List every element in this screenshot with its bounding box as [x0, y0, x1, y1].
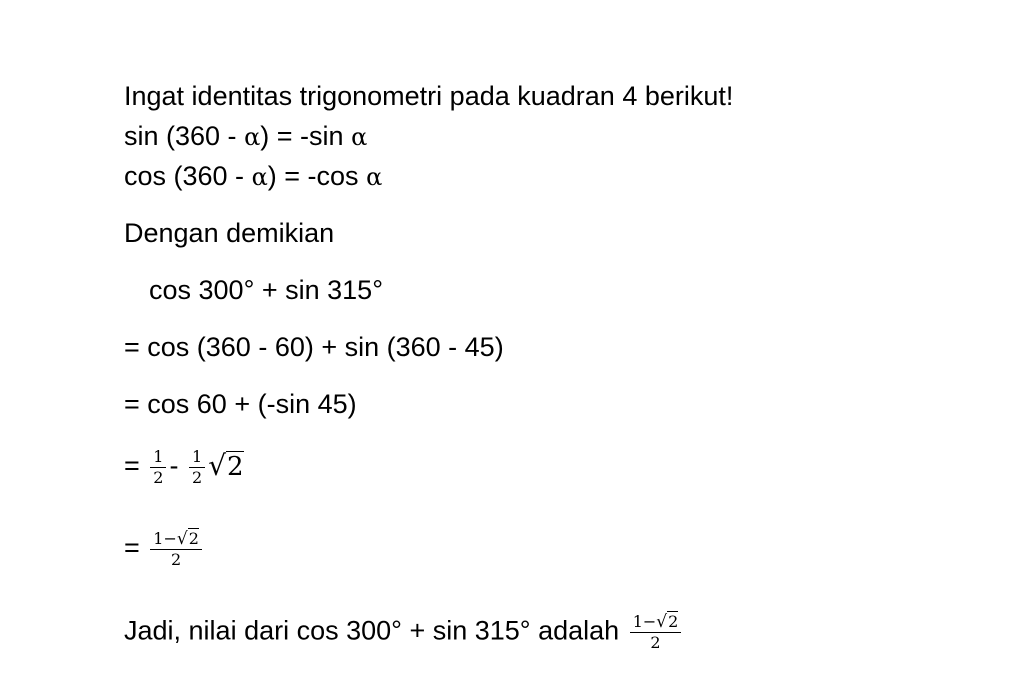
fraction-numerator: 1 [150, 447, 166, 468]
fraction-numerator [630, 612, 682, 633]
conclusion-text: Jadi, nilai dari cos 300° + sin 315° adalah [124, 615, 620, 646]
fraction-denominator: 2 [192, 468, 203, 487]
step-3: = cos 60 + (-sin 45) [124, 389, 357, 419]
fraction-result [630, 612, 682, 653]
equals-sign: = [124, 450, 140, 481]
fraction-denominator: 2 [171, 550, 182, 569]
step-5 [124, 529, 205, 570]
radicand: 2 [668, 612, 679, 631]
alpha-symbol: α [251, 163, 268, 191]
fraction-numerator: 1 [189, 447, 205, 468]
fraction-numerator [150, 529, 202, 550]
radicand: 2 [188, 529, 199, 548]
radical-symbol: √ [176, 529, 188, 549]
minus-sign: - [169, 450, 179, 481]
numerator-prefix: 1− [153, 529, 177, 548]
fraction-denominator: 2 [650, 633, 661, 652]
identity-sin-mid: ) = -sin [260, 121, 352, 151]
fraction-half [189, 447, 205, 488]
square-root [177, 529, 199, 548]
step-2: = cos (360 - 60) + sin (360 - 45) [124, 332, 504, 362]
step-1: cos 300° + sin 315° [149, 275, 383, 305]
alpha-symbol: α [366, 163, 383, 191]
fraction-result [150, 529, 202, 570]
identity-cos [124, 159, 382, 194]
square-root [208, 448, 244, 482]
identity-sin [124, 119, 367, 154]
numerator-prefix: 1− [632, 612, 657, 631]
transition-text: Dengan demikian [124, 218, 335, 248]
identity-cos-left: cos (360 - [124, 161, 252, 191]
alpha-symbol: α [244, 123, 261, 151]
fraction-half [150, 447, 166, 488]
identity-sin-left: sin (360 - [124, 121, 245, 151]
square-root [656, 612, 678, 631]
intro-text: Ingat identitas trigonometri pada kuadran 4 berikut! [124, 81, 734, 111]
equals-sign: = [124, 532, 140, 563]
radical-symbol: √ [656, 612, 668, 632]
radicand: 2 [227, 451, 244, 482]
radical-symbol: √ [208, 448, 227, 482]
fraction-denominator: 2 [153, 468, 164, 487]
identity-cos-mid: ) = -cos [267, 161, 367, 191]
step-4 [124, 447, 244, 488]
alpha-symbol: α [351, 123, 368, 151]
conclusion [124, 612, 684, 653]
